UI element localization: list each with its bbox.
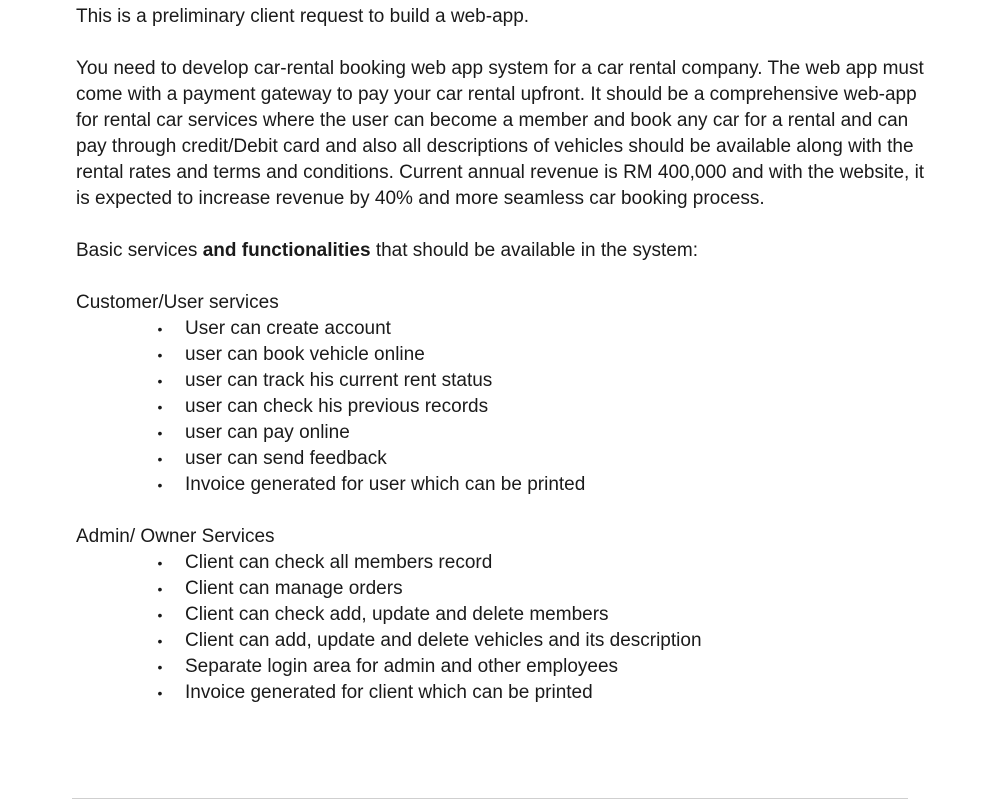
bullet-icon: • <box>157 425 163 441</box>
customer-services-list <box>76 316 936 498</box>
list-item-text: user can pay online <box>185 422 350 443</box>
list-item-text: user can check his previous records <box>185 396 489 417</box>
list-item <box>76 394 936 420</box>
bullet-icon: • <box>157 451 163 467</box>
list-item-text: Client can check add, update and delete members <box>185 604 609 625</box>
services-intro-bold: and functionalities <box>202 240 371 261</box>
list-item <box>76 472 936 498</box>
list-item <box>76 420 936 446</box>
list-item-text: Separate login area for admin and other employees <box>185 656 619 677</box>
document-page <box>76 4 936 706</box>
admin-services-list <box>76 550 936 706</box>
page-divider <box>72 798 908 799</box>
list-item <box>76 680 936 706</box>
spacer <box>76 30 936 56</box>
bullet-icon: • <box>157 685 163 701</box>
list-item-text: user can track his current rent status <box>185 370 493 391</box>
list-item-text: Client can manage orders <box>185 578 403 599</box>
list-item-text: Client can check all members record <box>185 552 493 573</box>
list-item-text: user can book vehicle online <box>185 344 425 365</box>
customer-services-heading: Customer/User services <box>76 292 279 313</box>
list-item-text: user can send feedback <box>185 448 387 469</box>
list-item <box>76 368 936 394</box>
list-item <box>76 316 936 342</box>
list-item <box>76 342 936 368</box>
bullet-icon: • <box>157 477 163 493</box>
description-paragraph: You need to develop car-rental booking web app system for a car rental company. The web app must come with a payment gateway to pay your car rental upfront. It should be a comprehensive web-app for rental car services where the user can become a member and book any car for a rental and can pay through credit/Debit card and also all descriptions of vehicles should be available along with the rental rates and terms and conditions. Current annual revenue is RM 400,000 and with the website, it is expected to increase revenue by 40% and more seamless car booking process. <box>76 58 925 209</box>
list-item <box>76 446 936 472</box>
services-intro-prefix: Basic services <box>76 240 203 261</box>
bullet-icon: • <box>157 633 163 649</box>
list-item <box>76 550 936 576</box>
bullet-icon: • <box>157 607 163 623</box>
bullet-icon: • <box>157 399 163 415</box>
services-intro <box>76 238 936 264</box>
list-item-text: Invoice generated for user which can be printed <box>185 474 586 495</box>
list-item <box>76 654 936 680</box>
bullet-icon: • <box>157 659 163 675</box>
spacer <box>76 498 936 524</box>
spacer <box>76 264 936 290</box>
admin-services-heading: Admin/ Owner Services <box>76 526 275 547</box>
list-item <box>76 602 936 628</box>
list-item-text: Invoice generated for client which can be printed <box>185 682 593 703</box>
list-item-text: User can create account <box>185 318 391 339</box>
bullet-icon: • <box>157 555 163 571</box>
bullet-icon: • <box>157 321 163 337</box>
list-item-text: Client can add, update and delete vehicles and its description <box>185 630 702 651</box>
intro-line: This is a preliminary client request to build a web-app. <box>76 6 530 27</box>
list-item <box>76 628 936 654</box>
bullet-icon: • <box>157 581 163 597</box>
bullet-icon: • <box>157 347 163 363</box>
list-item <box>76 576 936 602</box>
services-intro-suffix: that should be available in the system: <box>370 240 698 261</box>
bullet-icon: • <box>157 373 163 389</box>
spacer <box>76 212 936 238</box>
